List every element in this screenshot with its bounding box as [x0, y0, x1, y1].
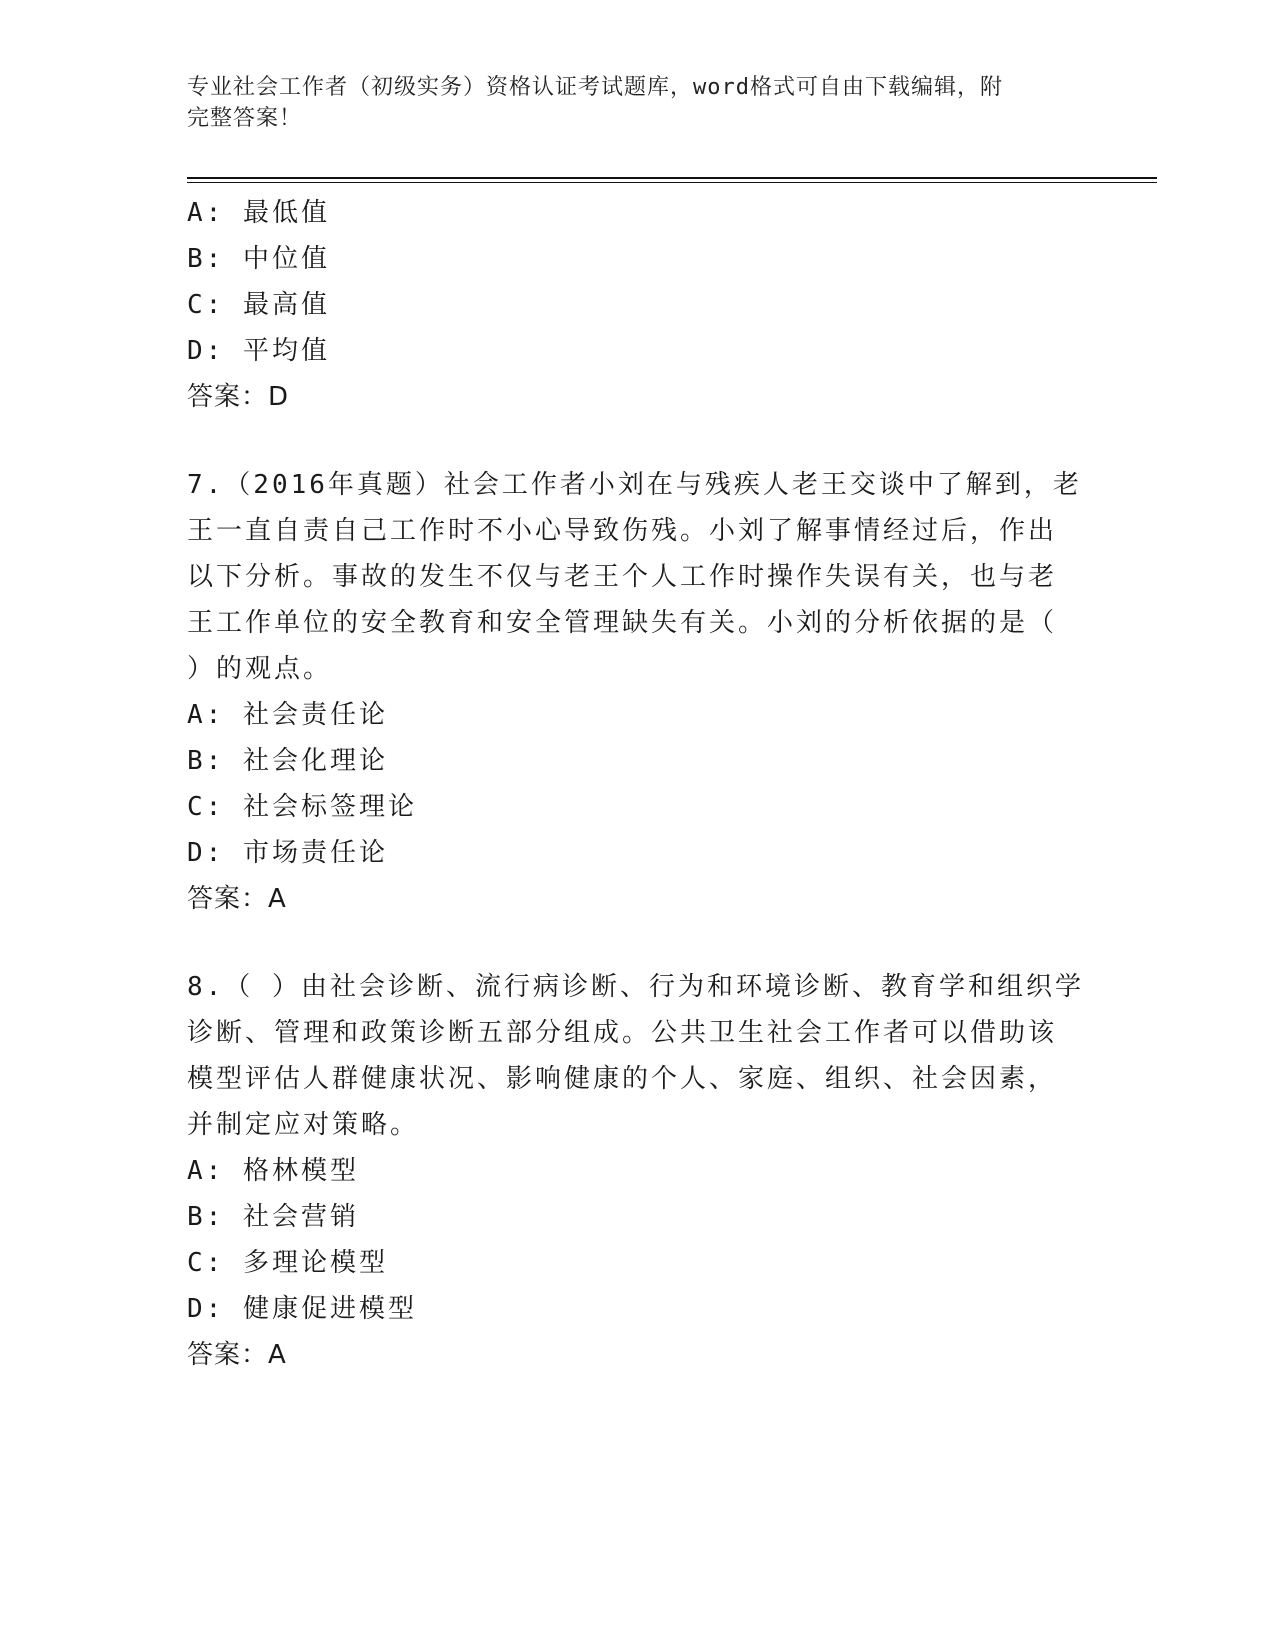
- header-rule-thick: [187, 177, 1157, 179]
- header-line-2: 完整答案！: [187, 106, 303, 131]
- answer-line: [187, 374, 1087, 420]
- question-stem-line: 王工作单位的安全教育和安全管理缺失有关。小刘的分析依据的是（: [187, 608, 1058, 638]
- question-8: [187, 964, 1087, 1378]
- answer-value: A: [268, 1340, 287, 1370]
- option-b: B: 社会化理论: [187, 746, 388, 776]
- question-stem-line: 王一直自责自己工作时不小心导致伤残。小刘了解事情经过后，作出: [187, 516, 1058, 546]
- answer-value: A: [268, 884, 287, 914]
- answer-line: [187, 876, 1087, 922]
- question-stem-line: 诊断、管理和政策诊断五部分组成。公共卫生社会工作者可以借助该: [187, 1018, 1058, 1048]
- header-line-1: 专业社会工作者（初级实务）资格认证考试题库，word格式可自由下载编辑，附: [187, 75, 1003, 100]
- question-stem-line: 7.（2016年真题）社会工作者小刘在与残疾人老王交谈中了解到，老: [187, 470, 1082, 500]
- question-stem-line: 模型评估人群健康状况、影响健康的个人、家庭、组织、社会因素，: [187, 1064, 1058, 1094]
- option-c: C: 最高值: [187, 290, 330, 320]
- option-a: A: 格林模型: [187, 1156, 359, 1186]
- option-a: A: 最低值: [187, 198, 330, 228]
- answer-label: 答案：: [187, 884, 269, 914]
- question-6: [187, 190, 1087, 420]
- answer-label: 答案：: [187, 1340, 269, 1370]
- document-body: [187, 190, 1087, 1378]
- answer-label: 答案：: [187, 382, 269, 412]
- option-c: C: 社会标签理论: [187, 792, 417, 822]
- option-a: A: 社会责任论: [187, 700, 388, 730]
- header-rule-thin: [187, 182, 1157, 183]
- option-d: D: 平均值: [187, 336, 330, 366]
- option-b: B: 社会营销: [187, 1202, 359, 1232]
- question-stem-line: 8.（ ）由社会诊断、流行病诊断、行为和环境诊断、教育学和组织学: [187, 972, 1084, 1002]
- option-d: D: 健康促进模型: [187, 1294, 417, 1324]
- option-c: C: 多理论模型: [187, 1248, 388, 1278]
- question-stem-line: 并制定应对策略。: [187, 1110, 420, 1140]
- question-stem-line: 以下分析。事故的发生不仅与老王个人工作时操作失误有关，也与老: [187, 562, 1058, 592]
- question-7: [187, 462, 1087, 922]
- page-header: [187, 72, 1067, 134]
- answer-value: D: [268, 382, 290, 412]
- answer-line: [187, 1332, 1087, 1378]
- question-stem-line: ）的观点。: [187, 654, 333, 684]
- option-d: D: 市场责任论: [187, 838, 388, 868]
- option-b: B: 中位值: [187, 244, 330, 274]
